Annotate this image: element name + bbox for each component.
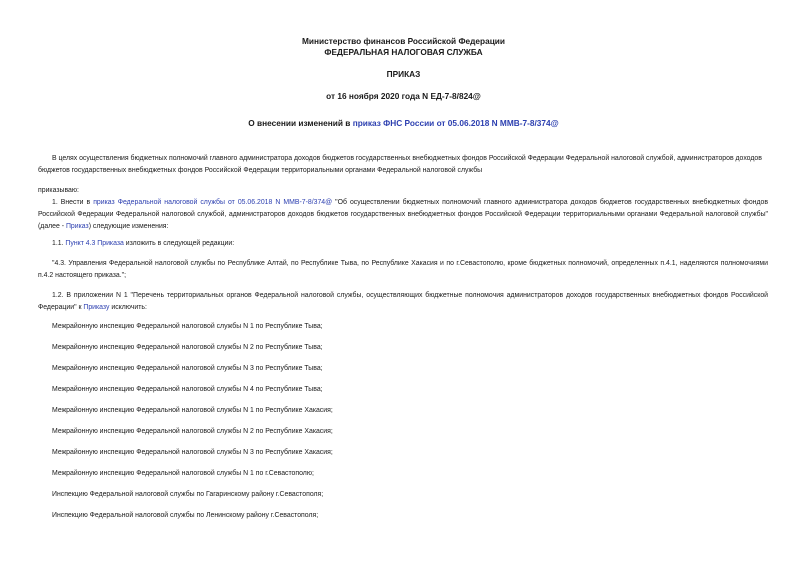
quote-4-3-paragraph: "4.3. Управления Федеральной налоговой службы по Республике Алтай, по Республике Тыва, по Республике Хакасия и по г.Севастополю, кроме бюджетных полномочий, определенных п.4.1, наделяются полномочиями п.4.2 настоящего приказа.";: [38, 260, 768, 279]
item-1-paragraph: [38, 197, 768, 233]
exclusion-list-item: Межрайонную инспекцию Федеральной налоговой службы N 3 по Республике Хакасия;: [52, 449, 333, 456]
item-1-link[interactable]: приказ Федеральной налоговой службы от 05.06.2018 N ММВ-7-8/374@: [93, 199, 333, 206]
exclusion-list-item: Межрайонную инспекцию Федеральной налоговой службы N 1 по г.Севастополю;: [52, 470, 314, 477]
item-1-2-prefix: 1.2. В приложении N 1 "Перечень территориальных органов Федеральной налоговой службы, осуществляющих бюджетные полномочия администраторов доходов государственных внебюджетных фондов Российской Федерации" к: [38, 292, 768, 311]
exclusion-list-item: Межрайонную инспекцию Федеральной налоговой службы N 4 по Республике Тыва;: [52, 386, 323, 393]
item-1-suffix: ) следующие изменения:: [88, 223, 169, 230]
ministry-heading: Министерство финансов Российской Федерации: [301, 36, 506, 46]
document-type: ПРИКАЗ: [386, 69, 421, 79]
item-1-middle: "Об осуществлении бюджетных полномочий главного администратора доходов бюджетов государственных внебюджетных фондов Российской Федерации Федеральной налоговой службой, администраторов доходов бюджетов государственных внебюджетных фондов Российской Федерации территориальными органами Федеральной налоговой службы" (далее -: [38, 199, 768, 230]
document-date-number: от 16 ноября 2020 года N ЕД-7-8/824@: [326, 91, 481, 101]
exclusion-list-item: Межрайонную инспекцию Федеральной налоговой службы N 2 по Республике Тыва;: [52, 344, 323, 351]
item-1-2-paragraph: [38, 290, 768, 314]
item-1-1-prefix: 1.1.: [52, 240, 66, 247]
item-1-2-link[interactable]: Приказу: [83, 304, 110, 311]
item-1-1-paragraph: [38, 238, 768, 250]
order-word: приказываю:: [38, 187, 79, 194]
document-title: [0, 118, 807, 129]
exclusion-list-item: Межрайонную инспекцию Федеральной налоговой службы N 1 по Республике Тыва;: [52, 323, 323, 330]
item-1-link-order[interactable]: Приказ: [65, 223, 89, 230]
exclusion-list-item: Инспекцию Федеральной налоговой службы по Ленинскому району г.Севастополя;: [52, 512, 319, 519]
service-heading: ФЕДЕРАЛЬНАЯ НАЛОГОВАЯ СЛУЖБА: [324, 47, 483, 57]
exclusion-list-item: Межрайонную инспекцию Федеральной налоговой службы N 1 по Республике Хакасия;: [52, 407, 333, 414]
item-1-1-link[interactable]: Пункт 4.3 Приказа: [65, 240, 124, 247]
exclusion-list-item: Межрайонную инспекцию Федеральной налоговой службы N 2 по Республике Хакасия;: [52, 428, 333, 435]
exclusion-list-item: Инспекцию Федеральной налоговой службы по Гагаринскому району г.Севастополя;: [52, 491, 324, 498]
item-1-prefix: 1. Внести в: [52, 199, 94, 206]
title-link[interactable]: приказ ФНС России от 05.06.2018 N ММВ-7-8/374@: [352, 118, 559, 128]
item-1-1-suffix: изложить в следующей редакции:: [123, 240, 235, 247]
title-prefix: О внесении изменений в: [248, 118, 353, 128]
exclusion-list-item: Межрайонную инспекцию Федеральной налоговой службы N 3 по Республике Тыва;: [52, 365, 323, 372]
item-1-2-suffix: исключить:: [109, 304, 147, 311]
preamble-paragraph: В целях осуществления бюджетных полномочий главного администратора доходов бюджетов государственных внебюджетных фондов Российской Федерации Федеральной налоговой службой, администраторов доходов бюджетов государственных внебюджетных фондов Российской Федерации территориальными органами Федеральной налоговой службы: [38, 155, 762, 174]
